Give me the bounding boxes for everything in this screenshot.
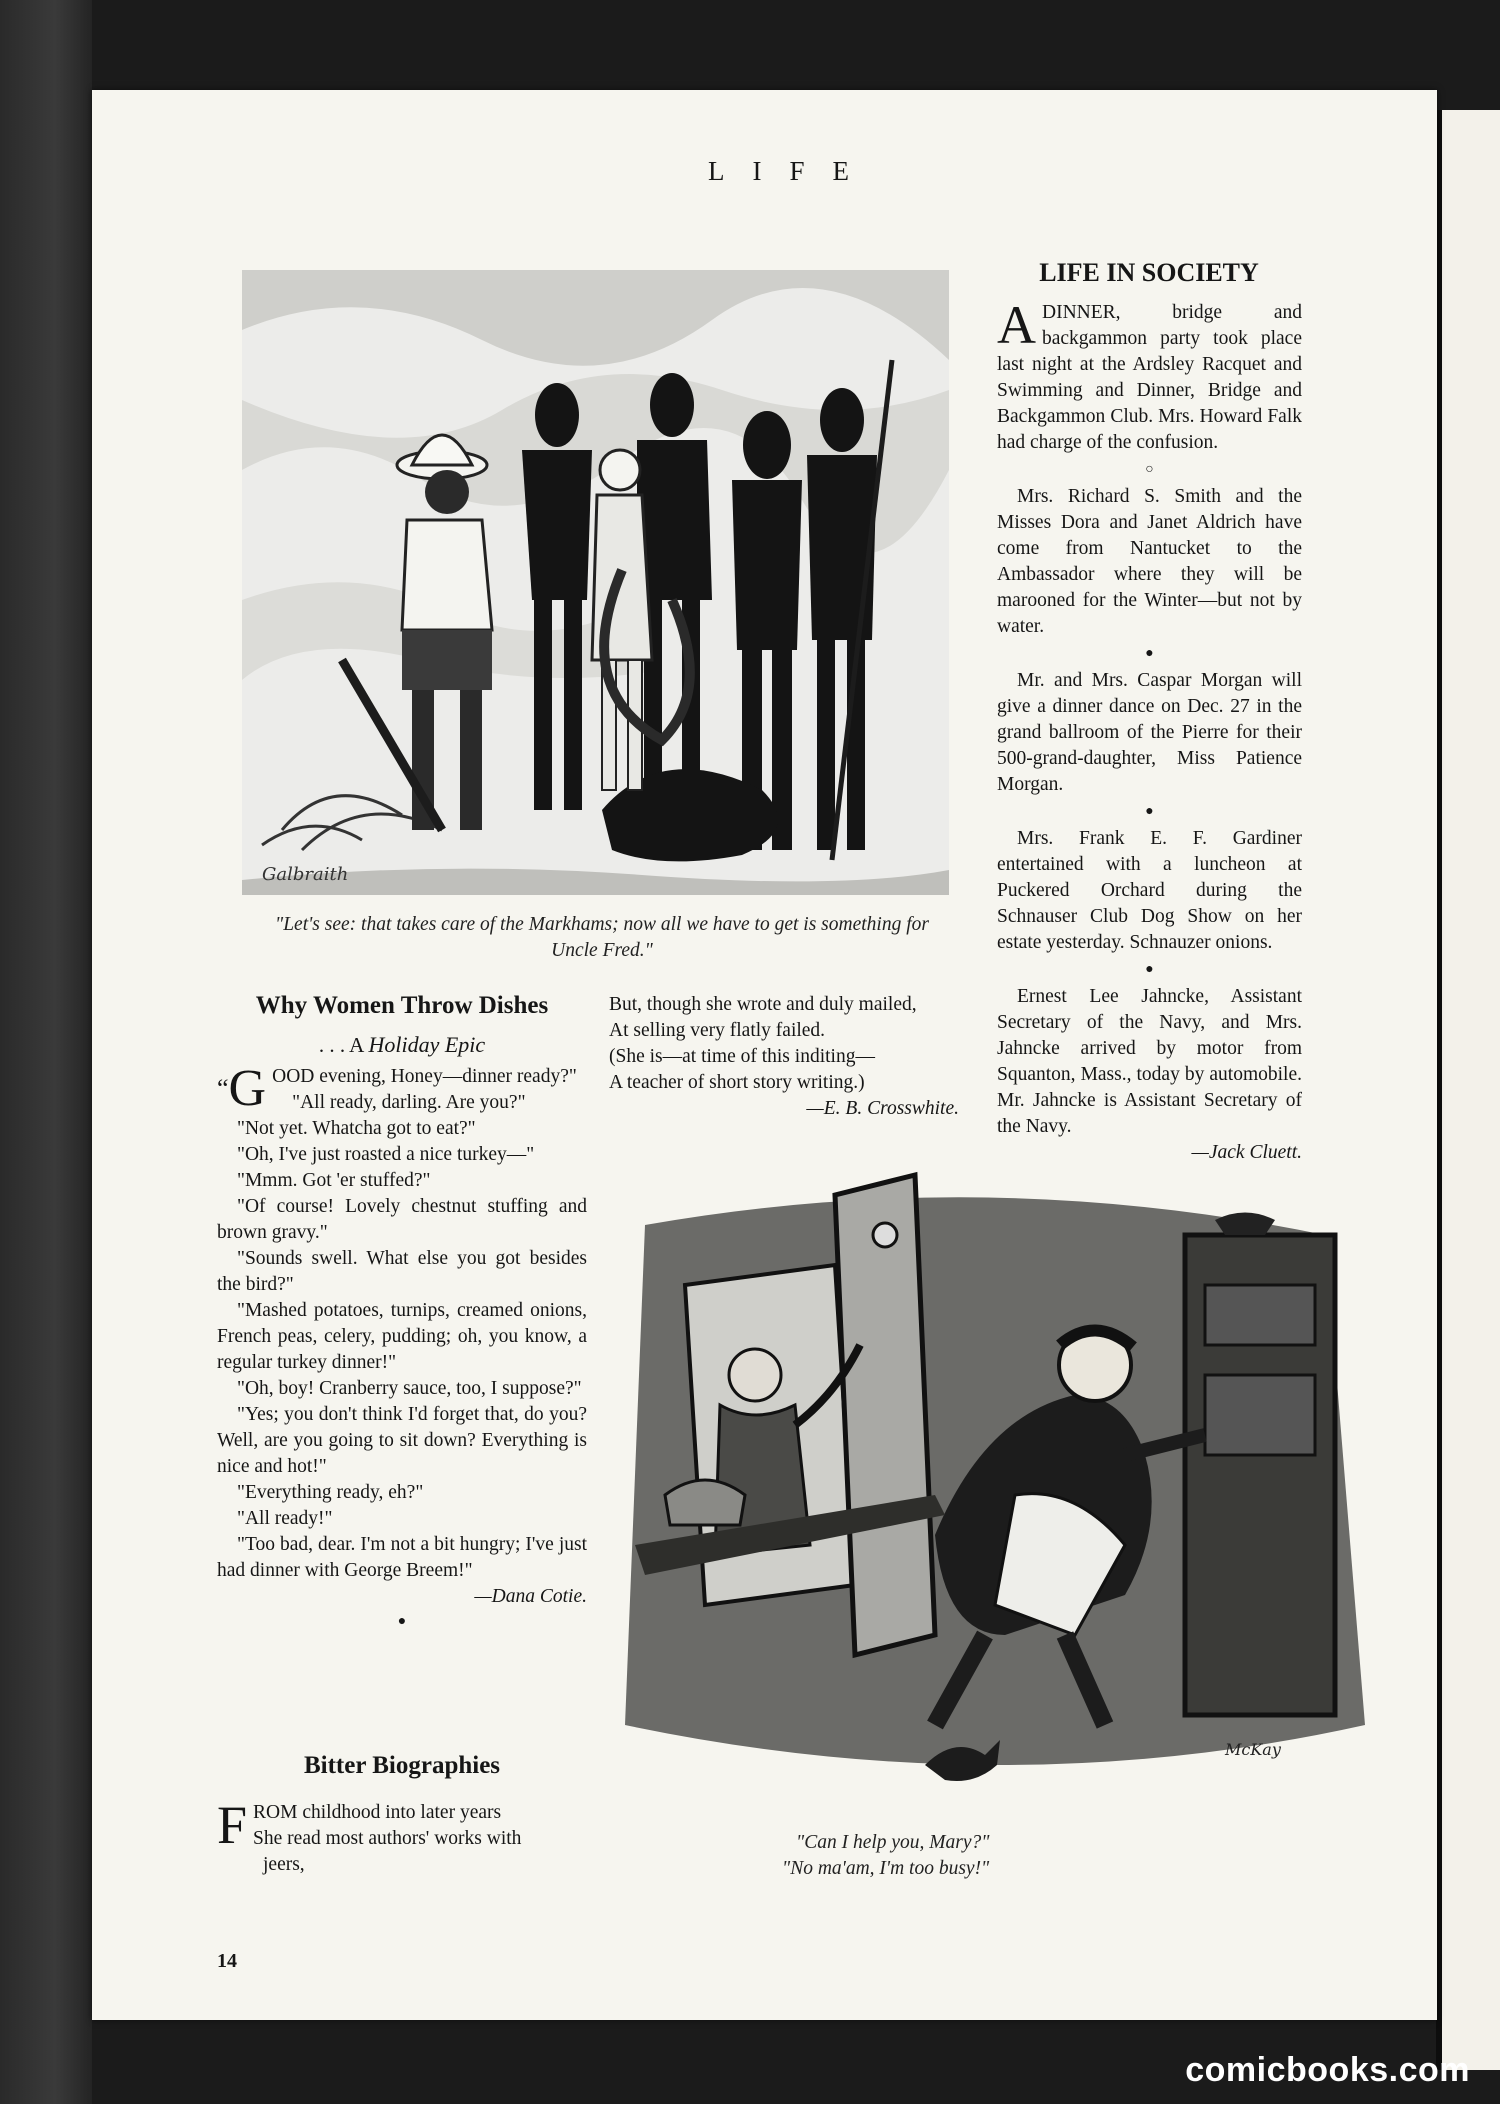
kitchen-caption-line-2: "No ma'am, I'm too busy!" (782, 1858, 990, 1879)
last-line-text: "Too bad, dear. I'm not a bit hungry; I've just had dinner with George Breem!" (217, 1534, 587, 1581)
bullet-ornament: ● (397, 1614, 407, 1629)
dialogue-line: "All ready, darling. Are you?" (292, 1092, 526, 1113)
dialogue-line: "Of course! Lovely chestnut stuffing and brown gravy." (217, 1196, 587, 1243)
bitter-verse-part1 (217, 1795, 597, 1878)
verse-line-3: jeers, (263, 1854, 305, 1875)
why-women-signature: —Dana Cotie. (474, 1586, 587, 1607)
bitter-heading: Bitter Biographies (303, 1752, 501, 1779)
verse-line: A teacher of short story writing.) (609, 1072, 865, 1093)
society-item-1-text: DINNER, bridge and backgammon party took place last night at the Ardsley Racquet and Swimming and Dinner, Bridge and Backgammon Club. Mrs. Howard Falk had charge of the confusion. (997, 302, 1302, 453)
bullet-ornament: ● (1145, 646, 1154, 661)
bullet-ornament: ○ (1145, 462, 1154, 477)
society-column (997, 295, 1302, 1166)
running-head: LIFE (708, 156, 877, 186)
site-watermark: comicbooks.com (1185, 2051, 1470, 2089)
society-signature: —Jack Cluett. (1191, 1142, 1302, 1163)
kitchen-cartoon-illustration (605, 1165, 1370, 1865)
bullet-ornament: ● (1145, 962, 1154, 977)
safari-cartoon-illustration (242, 270, 949, 895)
society-heading: LIFE IN SOCIETY (1039, 258, 1259, 287)
society-item-1 (997, 295, 1302, 456)
verse-line-1-text: ROM childhood into later years (253, 1802, 502, 1823)
page-number: 14 (217, 1950, 237, 1972)
dialogue-line: "Oh, I've just roasted a nice turkey—" (237, 1144, 535, 1165)
kitchen-caption-line-1: "Can I help you, Mary?" (796, 1832, 990, 1853)
bitter-verse-part2 (609, 992, 969, 1122)
magazine-page (92, 90, 1437, 2020)
first-line-text: OOD evening, Honey—dinner ready?" (272, 1066, 577, 1087)
why-women-subtitle (217, 1032, 587, 1058)
why-women-last-line (217, 1532, 587, 1607)
svg-text:Galbraith: Galbraith (262, 864, 349, 885)
dropcap: F (217, 1795, 248, 1855)
kitchen-cartoon (605, 1165, 1370, 1865)
dialogue-line: "Not yet. Whatcha got to eat?" (237, 1118, 476, 1139)
society-item-5: Ernest Lee Jahncke, Assistant Secretary of the Navy, and Mrs. Jahncke arrived by motor from Squanton, Mass., today by automobile. Mr. Jahncke is Assistant Secretary of the Navy. (997, 986, 1302, 1137)
dialogue-line: "Yes; you don't think I'd forget that, do you? Well, are you going to sit down? Everything is nice and hot!" (217, 1404, 587, 1477)
society-item-4: Mrs. Frank E. F. Gardiner entertained with a luncheon at Puckered Orchard during the Schnauser Club Dog Show on her estate yesterday. Schnauzer onions. (997, 828, 1302, 953)
dialogue-line: "Mmm. Got 'er stuffed?" (237, 1170, 431, 1191)
scan-edge (0, 0, 92, 2104)
verse-line: At selling very flatly failed. (609, 1020, 826, 1041)
bullet-ornament: ● (1145, 804, 1154, 819)
society-item-2: Mrs. Richard S. Smith and the Misses Dora and Janet Aldrich have come from Nantucket to the Ambassador where they will be marooned for the Winter—but not by water. (997, 486, 1302, 637)
bitter-signature: —E. B. Crosswhite. (806, 1098, 959, 1119)
dialogue-line: "Sounds swell. What else you got besides the bird?" (217, 1248, 587, 1295)
bitter-verse-lines (609, 992, 969, 1096)
facing-page-edge (1436, 110, 1500, 2070)
open-quote: “ (217, 1074, 229, 1103)
dropcap: A (997, 295, 1036, 355)
verse-line: But, though she wrote and duly mailed, (609, 994, 917, 1015)
dialogue-line: "Oh, boy! Cranberry sauce, too, I suppose?" (237, 1378, 582, 1399)
dialogue-line: "All ready!" (237, 1508, 333, 1529)
safari-cartoon-caption: "Let's see: that takes care of the Markhams; now all we have to get is something for Uncle Fred." (275, 914, 929, 961)
kitchen-cartoon-caption (782, 1830, 1202, 1882)
dialogue-line: "Mashed potatoes, turnips, creamed onions, French peas, celery, pudding; oh, you know, a regular turkey dinner!" (217, 1300, 587, 1373)
dropcap-letter: G (228, 1060, 267, 1117)
svg-text:McKay: McKay (1225, 1740, 1281, 1759)
society-item-3: Mr. and Mrs. Caspar Morgan will give a dinner dance on Dec. 27 in the grand ballroom of the Pierre for their 500-grand-daughter, Miss Patience Morgan. (997, 670, 1302, 795)
subtitle-italic: Holiday Epic (368, 1032, 486, 1057)
why-women-column (217, 1028, 587, 1636)
why-women-heading: Why Women Throw Dishes (255, 992, 549, 1019)
verse-line-2: She read most authors' works with (253, 1828, 522, 1849)
dialogue-line: "Everything ready, eh?" (237, 1482, 424, 1503)
safari-cartoon (242, 270, 949, 895)
subtitle-prefix: . . . A (318, 1033, 369, 1057)
dropcap (217, 1060, 267, 1117)
verse-line: (She is—at time of this inditing— (609, 1046, 875, 1067)
why-women-dialogue (217, 1090, 587, 1532)
